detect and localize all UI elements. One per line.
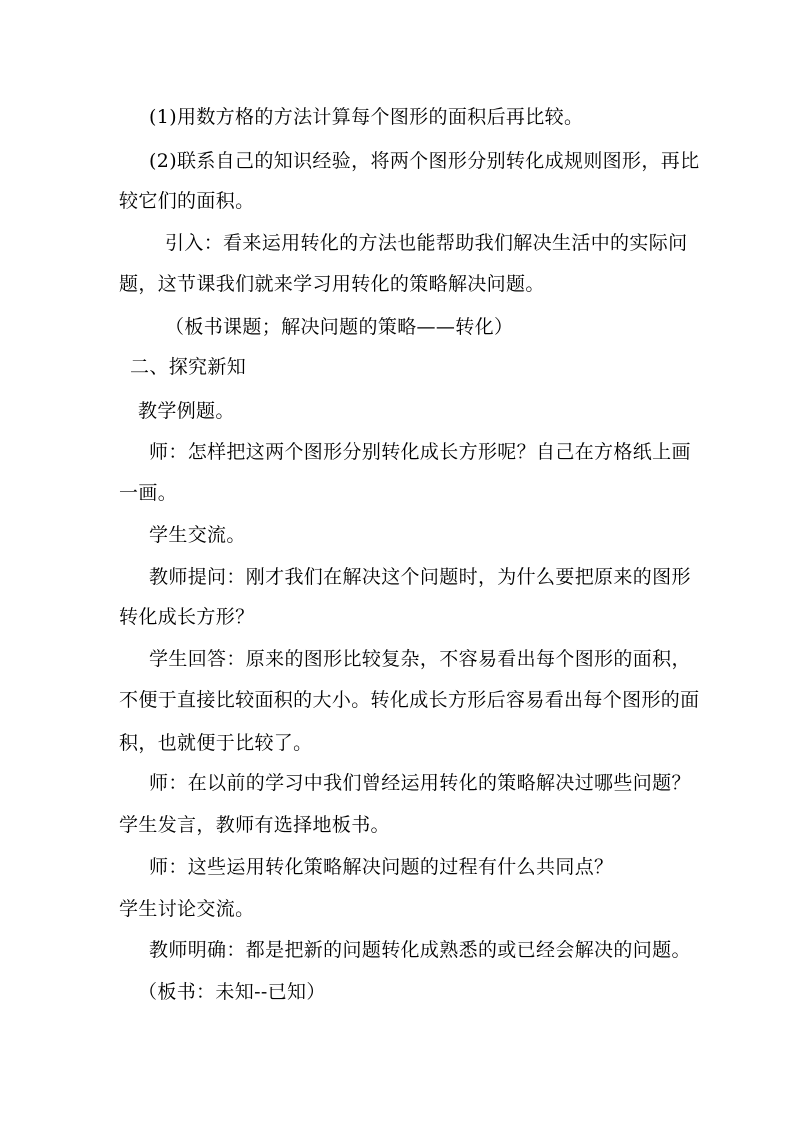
text-line-5: 题，这节课我们就来学习用转化的策略解决问题。 [119, 273, 545, 295]
text-line-21: 教师明确：都是把新的问题转化成熟悉的或已经会解决的问题。 [149, 939, 691, 961]
text-line-16: 积，也就便于比较了。 [119, 732, 313, 754]
text-line-9: 师：怎样把这两个图形分别转化成长方形呢？自己在方格纸上画 [149, 441, 691, 463]
text-line-12: 教师提问：刚才我们在解决这个问题时，为什么要把原来的图形 [149, 566, 691, 588]
text-line-17: 师：在以前的学习中我们曾经运用转化的策略解决过哪些问题？ [149, 772, 691, 794]
text-line-11: 学生交流。 [149, 524, 246, 546]
text-line-1: (1)用数方格的方法计算每个图形的面积后再比较。 [149, 106, 584, 128]
text-line-15: 不便于直接比较面积的大小。转化成长方形后容易看出每个图形的面 [119, 689, 700, 711]
text-line-18: 学生发言，教师有选择地板书。 [119, 814, 390, 836]
section-heading: 二、探究新知 [130, 356, 247, 378]
text-line-6: （板书课题；解决问题的策略——转化） [165, 316, 514, 338]
text-line-3: 较它们的面积。 [119, 190, 255, 212]
text-line-20: 学生讨论交流。 [119, 898, 255, 920]
text-line-14: 学生回答：原来的图形比较复杂，不容易看出每个图形的面积， [149, 648, 691, 670]
text-line-13: 转化成长方形？ [119, 606, 255, 628]
text-line-4: 引入：看来运用转化的方法也能帮助我们解决生活中的实际问 [165, 232, 688, 254]
text-line-10: 一画。 [119, 482, 178, 504]
text-line-2: (2)联系自己的知识经验，将两个图形分别转化成规则图形，再比 [149, 150, 700, 172]
text-line-8: 教学例题。 [138, 400, 235, 422]
text-line-19: 师：这些运用转化策略解决问题的过程有什么共同点？ [149, 856, 614, 878]
text-line-22: （板书：未知--已知） [138, 981, 326, 1003]
